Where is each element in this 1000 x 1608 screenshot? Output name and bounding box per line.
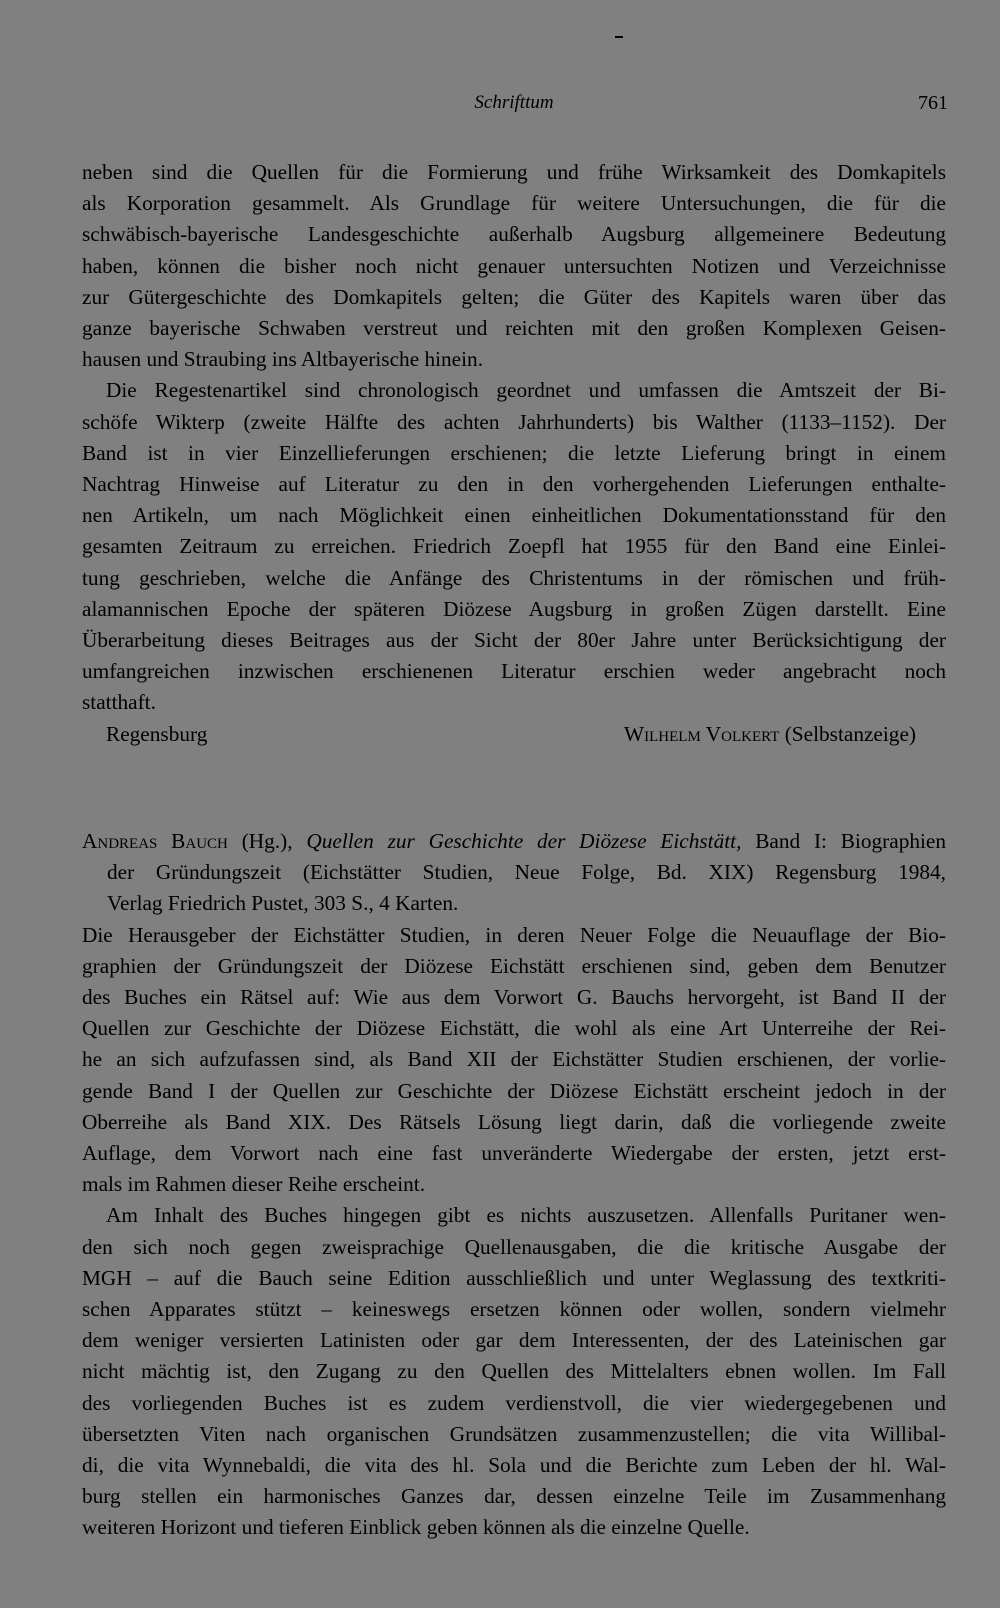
review-1-signature <box>82 719 946 750</box>
review-1-paragraph-1 <box>82 157 946 375</box>
review-1-paragraph-2 <box>82 375 946 718</box>
text-line: Überarbeitung dieses Beitrages aus der Sicht der 80er Jahre unter Berücksichtigung der <box>82 628 946 653</box>
text-line: nicht mächtig ist, den Zugang zu den Quellen des Mittelalters ebnen wollen. Im Fall <box>82 1359 946 1384</box>
running-title: Schrifttum <box>474 92 554 113</box>
text-line: schen Apparates stützt – keineswegs ersetzen können oder wollen, sondern vielmehr <box>82 1297 946 1322</box>
text-line: als Korporation gesammelt. Als Grundlage für weitere Untersuchungen, die für die <box>82 191 946 216</box>
text-line: schöfe Wikterp (zweite Hälfte des achten Jahrhunderts) bis Walther (1133–1152). Der <box>82 409 946 434</box>
reviewer-note: (Selbstanzeige) <box>784 721 916 746</box>
reviewer-name: Wilhelm Volkert <box>624 721 780 746</box>
text-line: gende Band I der Quellen zur Geschichte der Diözese Eichstätt erscheint jedoch in der <box>82 1078 946 1103</box>
text-line: burg stellen ein harmonisches Ganzes dar, dessen einzelne Teile im Zusammenhang <box>82 1484 946 1509</box>
text-line: dem weniger versierten Latinisten oder gar dem Interessenten, der des Lateinischen gar <box>82 1328 946 1353</box>
text-line: zur Gütergeschichte des Domkapitels gelten; die Güter des Kapitels waren über das <box>82 284 946 309</box>
text-line: statthaft. <box>82 690 156 715</box>
text-line: alamannischen Epoche der späteren Diözese Augsburg in großen Zügen darstellt. Eine <box>82 596 946 621</box>
review-2 <box>82 826 946 1544</box>
text-line: Die Herausgeber der Eichstätter Studien, in deren Neuer Folge die Neuauflage der Bio- <box>82 922 946 947</box>
running-head <box>80 88 948 122</box>
text-line: Band ist in vier Einzellieferungen erschienen; die letzte Lieferung bringt in einem <box>82 440 946 465</box>
text-line: Oberreihe als Band XIX. Des Rätsels Lösung liegt darin, daß die vorliegende zweite <box>82 1109 946 1134</box>
review-2-citation <box>82 826 946 920</box>
citation-line <box>82 826 946 857</box>
citation-line: der Gründungszeit (Eichstätter Studien, Neue Folge, Bd. XIX) Regensburg 1984, <box>107 860 946 885</box>
text-line: Am Inhalt des Buches hingegen gibt es nichts auszusetzen. Allenfalls Puritaner wen- <box>106 1203 946 1228</box>
text-line: he an sich aufzufassen sind, als Band XII der Eichstätter Studien erschienen, der vorlie- <box>82 1047 946 1072</box>
review-1 <box>82 157 946 750</box>
review-2-paragraph-2 <box>82 1200 946 1543</box>
signature-place: Regensburg <box>106 721 208 746</box>
text-line: ganze bayerische Schwaben verstreut und reichten mit den großen Komplexen Geisen- <box>82 316 946 341</box>
citation-title: Quellen zur Geschichte der Diözese Eichstätt, <box>306 829 742 853</box>
text-line: übersetzten Viten nach organischen Grundsätzen zusammenzustellen; die vita Willibal- <box>82 1421 946 1446</box>
citation-author: Andreas Bauch <box>82 829 228 853</box>
text-line: tung geschrieben, welche die Anfänge des Christentums in der römischen und früh- <box>82 565 946 590</box>
citation-line: Verlag Friedrich Pustet, 303 S., 4 Karten. <box>107 891 459 916</box>
review-2-paragraph-1 <box>82 920 946 1201</box>
scan-artifact <box>615 36 623 38</box>
text-line: Auflage, dem Vorwort nach eine fast unveränderte Wiedergabe der ersten, jetzt erst- <box>82 1141 946 1166</box>
text-line: nen Artikeln, um nach Möglichkeit einen einheitlichen Dokumentationsstand für den <box>82 503 946 528</box>
text-line: schwäbisch-bayerische Landesgeschichte außerhalb Augsburg allgemeinere Bedeutung <box>82 222 946 247</box>
text-line: di, die vita Wynnebaldi, die vita des hl. Sola und die Berichte zum Leben der hl. Wal- <box>82 1453 946 1478</box>
text-line: umfangreichen inzwischen erschienenen Literatur erschien weder angebracht noch <box>82 659 946 684</box>
text-line: des Buches ein Rätsel auf: Wie aus dem Vorwort G. Bauchs hervorgeht, ist Band II der <box>82 985 946 1010</box>
text-line: neben sind die Quellen für die Formierung und frühe Wirksamkeit des Domkapitels <box>82 160 946 184</box>
text-line: gesamten Zeitraum zu erreichen. Friedrich Zoepfl hat 1955 für den Band eine Einlei- <box>82 534 946 559</box>
text-line: MGH – auf die Bauch seine Edition ausschließlich und unter Weglassung des textkriti- <box>82 1265 946 1290</box>
signature-reviewer <box>624 719 916 750</box>
page-number: 761 <box>918 92 948 114</box>
text-line: mals im Rahmen dieser Reihe erscheint. <box>82 1172 426 1197</box>
text-line: des vorliegenden Buches ist es zudem verdienstvoll, die vier wiedergegebenen und <box>82 1390 946 1415</box>
text-line: graphien der Gründungszeit der Diözese Eichstätt erschienen sind, geben dem Benutzer <box>82 953 946 978</box>
text-line: hausen und Straubing ins Altbayerische hinein. <box>82 347 484 372</box>
text-line: den sich noch gegen zweisprachige Quellenausgaben, die die kritische Ausgabe der <box>82 1234 946 1259</box>
text-line: Quellen zur Geschichte der Diözese Eichstätt, die wohl als eine Art Unterreihe der Rei- <box>82 1016 946 1041</box>
citation-editor-mark: (Hg.), <box>241 829 293 853</box>
citation-volume: Band I: Biographien <box>755 829 947 853</box>
text-line: haben, können die bisher noch nicht genauer untersuchten Notizen und Verzeichnisse <box>82 253 946 278</box>
text-line: Die Regestenartikel sind chronologisch geordnet und umfassen die Amtszeit der Bi- <box>106 378 946 403</box>
text-line: Nachtrag Hinweise auf Literatur zu den in den vorhergehenden Lieferungen enthalte- <box>82 472 946 497</box>
text-line: weiteren Horizont und tieferen Einblick geben können als die einzelne Quelle. <box>82 1515 750 1540</box>
